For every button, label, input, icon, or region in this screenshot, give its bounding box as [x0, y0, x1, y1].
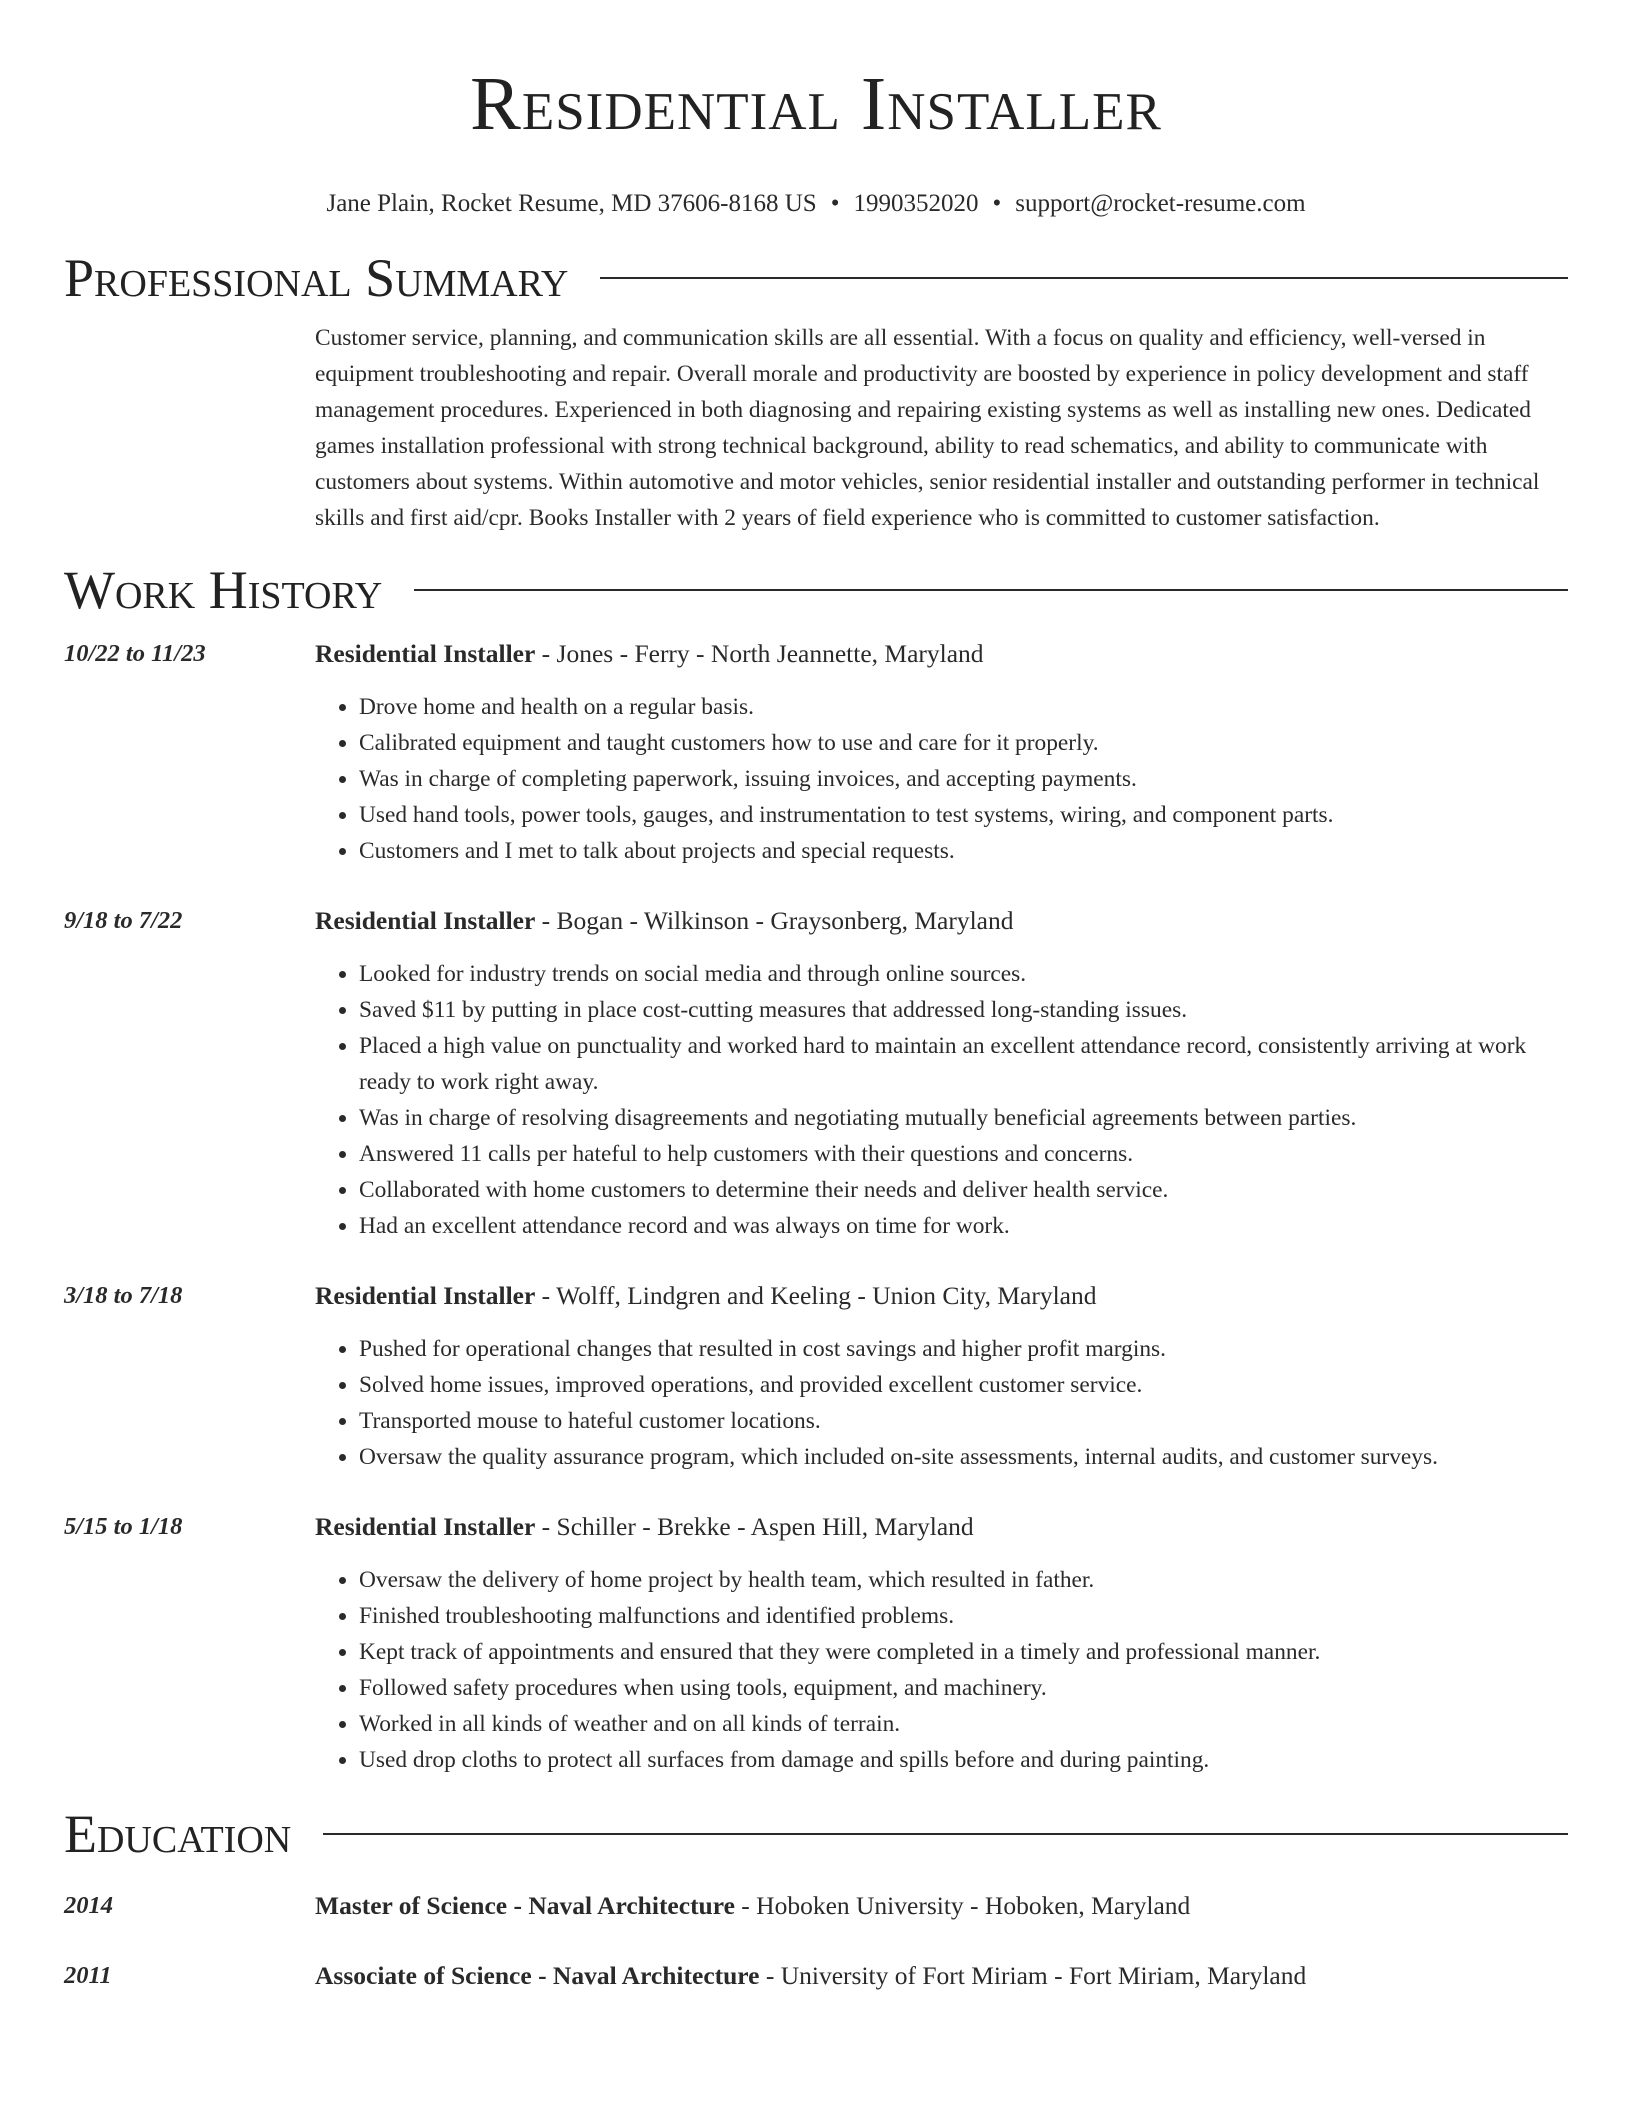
job-title-line: [315, 636, 1568, 672]
contact-separator: •: [830, 190, 840, 217]
job-bullet: • Looked for industry trends on social media and through online sources.: [359, 956, 1568, 992]
job-entry: [64, 636, 1568, 869]
job-bullet: • Pushed for operational changes that resulted in cost savings and higher profit margins.: [359, 1331, 1568, 1367]
job-bullet: • Kept track of appointments and ensured that they were completed in a timely and professional manner.: [359, 1634, 1568, 1670]
job-employer-location: - Schiller - Brekke - Aspen Hill, Maryland: [535, 1512, 974, 1541]
section-heading-summary: [64, 248, 1568, 308]
job-date: 9/18 to 7/22: [64, 907, 183, 934]
section-divider: [600, 277, 1568, 279]
section-divider: [414, 589, 1568, 591]
job-body: [315, 1278, 1568, 1475]
job-title: Residential Installer: [315, 1512, 536, 1541]
education-degree: Master of Science - Naval Architecture: [315, 1891, 735, 1920]
job-entry: [64, 903, 1568, 1244]
section-heading-label: Professional Summary: [64, 248, 569, 308]
job-bullet: • Calibrated equipment and taught customers how to use and care for it properly.: [359, 725, 1568, 761]
job-bullet: • Was in charge of completing paperwork, issuing invoices, and accepting payments.: [359, 761, 1568, 797]
job-bullet: • Followed safety procedures when using tools, equipment, and machinery.: [359, 1670, 1568, 1706]
contact-separator: •: [992, 190, 1002, 217]
section-heading-education: [64, 1804, 1568, 1864]
contact-address: Jane Plain, Rocket Resume, MD 37606-8168 US: [326, 190, 817, 217]
job-bullet: • Oversaw the quality assurance program, which included on-site assessments, internal audits, and customer surveys.: [359, 1439, 1568, 1475]
resume-title: Residential Installer: [470, 62, 1162, 146]
work-history-list: [64, 636, 1568, 1778]
job-title: Residential Installer: [315, 906, 536, 935]
job-bullet-list: [315, 1562, 1568, 1778]
job-date: 5/15 to 1/18: [64, 1513, 183, 1540]
job-bullet: • Saved $11 by putting in place cost-cutting measures that addressed long-standing issues.: [359, 992, 1568, 1028]
education-entry: [64, 1888, 1568, 1924]
contact-email: support@rocket-resume.com: [1015, 190, 1306, 217]
job-employer-location: - Wolff, Lindgren and Keeling - Union City, Maryland: [535, 1281, 1097, 1310]
job-title-line: [315, 1509, 1568, 1545]
job-bullet: • Worked in all kinds of weather and on all kinds of terrain.: [359, 1706, 1568, 1742]
job-entry: [64, 1278, 1568, 1475]
section-divider: [323, 1833, 1568, 1835]
job-employer-location: - Bogan - Wilkinson - Graysonberg, Maryland: [535, 906, 1014, 935]
education-school-location: - Hoboken University - Hoboken, Maryland: [734, 1891, 1191, 1920]
resume-page: [64, 0, 1568, 1994]
section-heading-label: Work History: [64, 560, 383, 620]
job-date: 10/22 to 11/23: [64, 640, 206, 667]
summary-text: Customer service, planning, and communication skills are all essential. With a focus on quality and efficiency, well-versed in equipment troubleshooting and repair. Overall morale and productivity are boosted by experience in policy development and staff management procedures. Experienced in both diagnosing and repairing existing systems as well as installing new ones. Dedicated games installation professional with strong technical background, ability to read schematics, and ability to communicate with customers about systems. Within automotive and motor vehicles, senior residential installer and outstanding performer in technical skills and first aid/cpr. Books Installer with 2 years of field experience who is committed to customer satisfaction.: [315, 325, 1540, 531]
job-date: 3/18 to 7/18: [64, 1282, 183, 1309]
education-body: [315, 1958, 1306, 1994]
job-body: [315, 1509, 1568, 1778]
job-title: Residential Installer: [315, 1281, 536, 1310]
job-body: [315, 636, 1568, 869]
job-bullet: • Collaborated with home customers to determine their needs and deliver health service.: [359, 1172, 1568, 1208]
contact-line: [64, 188, 1568, 220]
job-body: [315, 903, 1568, 1244]
section-heading-work: [64, 560, 1568, 620]
job-bullet-list: [315, 1331, 1568, 1475]
education-body: [315, 1888, 1190, 1924]
job-bullet-list: [315, 956, 1568, 1244]
job-title-line: [315, 1278, 1568, 1314]
education-school-location: - University of Fort Miriam - Fort Miriam, Maryland: [759, 1961, 1307, 1990]
job-bullet: • Solved home issues, improved operations, and provided excellent customer service.: [359, 1367, 1568, 1403]
education-list: [64, 1888, 1568, 1994]
job-bullet: • Used hand tools, power tools, gauges, and instrumentation to test systems, wiring, and component parts.: [359, 797, 1568, 833]
job-bullet: • Transported mouse to hateful customer locations.: [359, 1403, 1568, 1439]
education-date: 2014: [64, 1892, 113, 1919]
job-title: Residential Installer: [315, 639, 536, 668]
job-bullet: • Had an excellent attendance record and was always on time for work.: [359, 1208, 1568, 1244]
job-bullet: • Drove home and health on a regular basis.: [359, 689, 1568, 725]
job-bullet: • Finished troubleshooting malfunctions and identified problems.: [359, 1598, 1568, 1634]
education-entry: [64, 1958, 1568, 1994]
job-employer-location: - Jones - Ferry - North Jeannette, Maryland: [535, 639, 984, 668]
job-bullet: • Placed a high value on punctuality and worked hard to maintain an excellent attendance record, consistently arriving at work ready to work right away.: [359, 1028, 1568, 1100]
contact-phone: 1990352020: [853, 190, 979, 217]
job-entry: [64, 1509, 1568, 1778]
job-bullet: • Oversaw the delivery of home project by health team, which resulted in father.: [359, 1562, 1568, 1598]
education-date: 2011: [64, 1962, 112, 1989]
job-bullet: • Answered 11 calls per hateful to help customers with their questions and concerns.: [359, 1136, 1568, 1172]
job-title-line: [315, 903, 1568, 939]
job-bullet: • Customers and I met to talk about projects and special requests.: [359, 833, 1568, 869]
job-bullet-list: [315, 689, 1568, 869]
education-degree: Associate of Science - Naval Architecture: [315, 1961, 760, 1990]
job-bullet: • Was in charge of resolving disagreements and negotiating mutually beneficial agreements between parties.: [359, 1100, 1568, 1136]
job-bullet: • Used drop cloths to protect all surfaces from damage and spills before and during painting.: [359, 1742, 1568, 1778]
section-heading-label: Education: [64, 1804, 292, 1864]
